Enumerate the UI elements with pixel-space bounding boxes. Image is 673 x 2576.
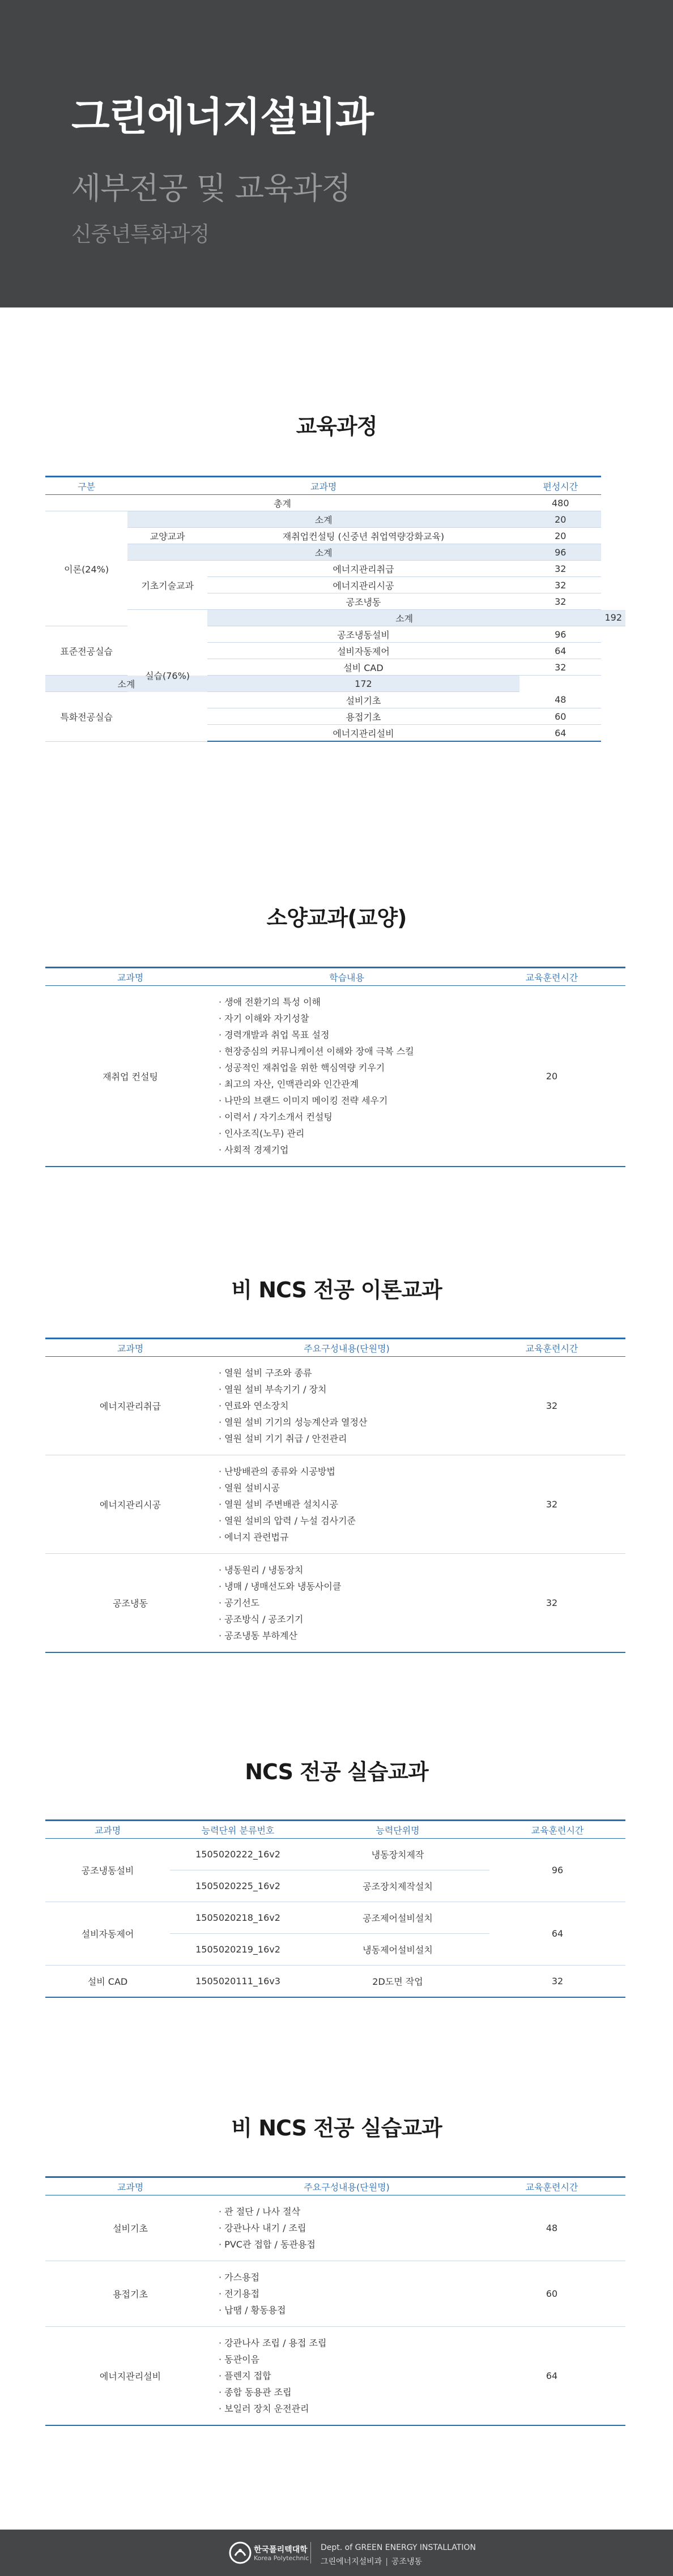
content-cell bbox=[215, 1357, 478, 1455]
subtotal-label: 소계 bbox=[207, 610, 602, 626]
header-hours: 교육훈련시간 bbox=[478, 968, 625, 986]
table-row bbox=[45, 1966, 625, 1997]
table-row bbox=[45, 1357, 625, 1455]
course-name-cell: 공조냉동 bbox=[207, 593, 519, 610]
table-row bbox=[45, 2327, 625, 2426]
course-name-cell: 설비 CAD bbox=[45, 1966, 170, 1997]
table-row bbox=[45, 544, 625, 561]
course-name-cell: 공조냉동설비 bbox=[207, 626, 519, 643]
course-name-cell: 에너지관리시공 bbox=[207, 577, 519, 593]
header-code: 능력단위 분류번호 bbox=[170, 1821, 306, 1839]
list-item: · 공기선도 bbox=[219, 1595, 475, 1611]
table-header-row bbox=[45, 1339, 625, 1357]
course-name-cell: 에너지관리설비 bbox=[45, 2327, 215, 2426]
header-course: 교과명 bbox=[127, 477, 519, 495]
list-item: · 최고의 자산, 인맥관리와 인간관계 bbox=[219, 1076, 475, 1092]
course-hours-cell: 32 bbox=[489, 1966, 625, 1997]
content-cell bbox=[215, 2195, 478, 2261]
list-item: · 사회적 경제기업 bbox=[219, 1142, 475, 1158]
list-item: · 냉동원리 / 냉동장치 bbox=[219, 1562, 475, 1578]
list-item: · 인사조직(노무) 관리 bbox=[219, 1125, 475, 1142]
header-category: 구분 bbox=[45, 477, 127, 495]
content-list bbox=[219, 2261, 475, 2326]
table-row bbox=[45, 528, 625, 544]
header-hours: 교육훈련시간 bbox=[489, 1821, 625, 1839]
course-hours-cell: 64 bbox=[489, 1902, 625, 1966]
course-hours-cell: 64 bbox=[478, 2327, 625, 2426]
table-row bbox=[45, 561, 625, 577]
liberal-title: 소양교과(교양) bbox=[266, 905, 407, 930]
course-hours-cell: 32 bbox=[478, 1455, 625, 1554]
list-item: · 종합 동용관 조립 bbox=[219, 2384, 475, 2400]
nonncs-practice-title: 비 NCS 전공 실습교과 bbox=[231, 2116, 442, 2141]
content-cell bbox=[215, 2261, 478, 2327]
course-name-cell: 설비기초 bbox=[207, 692, 519, 708]
course-name-cell: 재취업컨설팅 (신중년 취업역량강화교육) bbox=[207, 528, 519, 544]
list-item: · 열원 설비의 압력 / 누설 검사기준 bbox=[219, 1513, 475, 1529]
table-header-row bbox=[45, 1821, 625, 1839]
subtotal-hours: 20 bbox=[519, 511, 601, 528]
group-label: 특화전공실습 bbox=[45, 692, 127, 742]
logo-sub: Korea Polytechnic bbox=[254, 2554, 309, 2562]
content-list bbox=[219, 986, 475, 1166]
curriculum-table bbox=[45, 476, 625, 742]
table-row bbox=[45, 1902, 625, 1934]
content-cell bbox=[215, 1554, 478, 1653]
list-item: · 연료와 연소장치 bbox=[219, 1398, 475, 1414]
list-item: · 관 절단 / 나사 절삭 bbox=[219, 2203, 475, 2220]
page-subtitle: 세부전공 및 교육과정 bbox=[71, 170, 351, 206]
header-content: 학습내용 bbox=[215, 968, 478, 986]
list-item: · 가스용접 bbox=[219, 2269, 475, 2285]
list-item: · 성공적인 재취업을 위한 핵심역량 키우기 bbox=[219, 1060, 475, 1076]
course-hours-cell: 32 bbox=[478, 1554, 625, 1653]
footer-divider bbox=[310, 2542, 311, 2564]
course-name: 신중년특화과정 bbox=[71, 222, 210, 246]
course-hours-cell: 60 bbox=[478, 2261, 625, 2327]
list-item: · 에너지 관련법규 bbox=[219, 1529, 475, 1545]
header-course: 교과명 bbox=[45, 1821, 170, 1839]
table-header-row bbox=[45, 477, 625, 495]
code-cell: 1505020218_16v2 bbox=[170, 1902, 306, 1934]
table-row bbox=[45, 1554, 625, 1653]
content-list bbox=[219, 2195, 475, 2261]
list-item: · 이력서 / 자기소개서 컨설팅 bbox=[219, 1109, 475, 1125]
list-item: · 열원 설비시공 bbox=[219, 1480, 475, 1496]
code-cell: 1505020111_16v3 bbox=[170, 1966, 306, 1997]
list-item: · 난방배관의 종류와 시공방법 bbox=[219, 1463, 475, 1480]
course-hours-cell: 32 bbox=[478, 1357, 625, 1455]
list-item: · 열원 설비 부속기기 / 장치 bbox=[219, 1381, 475, 1398]
course-hours-cell: 32 bbox=[519, 577, 601, 593]
list-item: · 납땜 / 황동용접 bbox=[219, 2302, 475, 2318]
course-hours-cell: 20 bbox=[478, 986, 625, 1167]
table-row bbox=[45, 1455, 625, 1554]
course-name-cell: 에너지관리시공 bbox=[45, 1455, 215, 1554]
ncs-practice-table bbox=[45, 1819, 625, 1998]
content-cell bbox=[215, 2327, 478, 2426]
list-item: · 공조냉동 부하계산 bbox=[219, 1627, 475, 1644]
list-item: · 생애 전환기의 특성 이해 bbox=[219, 994, 475, 1010]
table-row bbox=[45, 511, 625, 528]
course-name-cell: 에너지관리취급 bbox=[45, 1357, 215, 1455]
course-name-cell: 설비 CAD bbox=[207, 659, 519, 676]
footer bbox=[0, 2530, 673, 2576]
list-item: · 동관이음 bbox=[219, 2351, 475, 2368]
subtotal-hours: 172 bbox=[207, 676, 519, 692]
course-name-cell: 설비기초 bbox=[45, 2195, 215, 2261]
course-name-cell: 용접기초 bbox=[45, 2261, 215, 2327]
course-name-cell: 공조냉동설비 bbox=[45, 1839, 170, 1902]
polytech-logo-icon bbox=[228, 2541, 252, 2565]
course-hours-cell: 48 bbox=[519, 692, 601, 708]
course-hours-cell: 48 bbox=[478, 2195, 625, 2261]
total-label: 총계 bbox=[45, 495, 519, 511]
hero-banner bbox=[0, 0, 673, 307]
course-hours-cell: 32 bbox=[519, 593, 601, 610]
course-name-cell: 공조냉동 bbox=[45, 1554, 215, 1653]
header-hours: 교육훈련시간 bbox=[478, 2177, 625, 2195]
course-name-cell: 에너지관리취급 bbox=[207, 561, 519, 577]
course-name-cell: 에너지관리설비 bbox=[207, 725, 519, 742]
course-hours-cell: 96 bbox=[489, 1839, 625, 1902]
subtotal-label: 소계 bbox=[127, 511, 519, 528]
table-row bbox=[45, 2195, 625, 2261]
nonncs-theory-title: 비 NCS 전공 이론교과 bbox=[231, 1278, 442, 1302]
list-item: · 열원 설비 구조와 종류 bbox=[219, 1365, 475, 1381]
header-course: 교과명 bbox=[45, 2177, 215, 2195]
table-row bbox=[45, 676, 625, 692]
header-hours: 편성시간 bbox=[519, 477, 601, 495]
course-hours-cell: 64 bbox=[519, 725, 601, 742]
header-content: 주요구성내용(단원명) bbox=[215, 1339, 478, 1357]
dept-korean bbox=[321, 2556, 422, 2567]
course-name-cell: 재취업 컨설팅 bbox=[45, 986, 215, 1167]
list-item: · PVC관 접합 / 동관용접 bbox=[219, 2236, 475, 2253]
dept-english: Dept. of GREEN ENERGY INSTALLATION bbox=[321, 2543, 476, 2552]
list-item: · 나만의 브랜드 이미지 메이킹 전략 세우기 bbox=[219, 1092, 475, 1109]
content-list bbox=[219, 1357, 475, 1455]
header-hours: 교육훈련시간 bbox=[478, 1339, 625, 1357]
code-cell: 1505020219_16v2 bbox=[170, 1934, 306, 1966]
table-header-row bbox=[45, 2177, 625, 2195]
unit-cell: 냉동장치제작 bbox=[306, 1839, 489, 1870]
list-item: · 자기 이해와 자기성찰 bbox=[219, 1010, 475, 1027]
course-hours-cell: 20 bbox=[519, 528, 601, 544]
list-item: · 보일러 장치 운전관리 bbox=[219, 2400, 475, 2417]
list-item: · 전기용접 bbox=[219, 2285, 475, 2302]
curriculum-title: 교육과정 bbox=[296, 414, 377, 439]
table-row bbox=[45, 610, 625, 626]
unit-cell: 공조제어설비설치 bbox=[306, 1902, 489, 1934]
table-row bbox=[45, 1839, 625, 1870]
group-label: 교양교과 bbox=[127, 528, 207, 544]
course-hours-cell: 32 bbox=[519, 561, 601, 577]
total-row bbox=[45, 495, 625, 511]
nonncs-theory-table bbox=[45, 1338, 625, 1653]
list-item: · 열원 설비 주변배관 설치시공 bbox=[219, 1496, 475, 1513]
course-hours-cell: 32 bbox=[519, 659, 601, 676]
list-item: · 냉매 / 냉매선도와 냉동사이클 bbox=[219, 1578, 475, 1595]
table-header-row bbox=[45, 968, 625, 986]
dept-sub: 공조냉동 bbox=[391, 2557, 423, 2566]
theory-label: 이론(24%) bbox=[45, 511, 127, 626]
code-cell: 1505020225_16v2 bbox=[170, 1870, 306, 1902]
dept-name: 그린에너지설비과 bbox=[321, 2557, 382, 2566]
group-label: 표준전공실습 bbox=[45, 626, 127, 676]
subtotal-hours: 192 bbox=[601, 610, 625, 626]
dept-separator: | bbox=[385, 2557, 388, 2566]
list-item: · 열원 설비 기기의 성능계산과 열정산 bbox=[219, 1414, 475, 1430]
unit-cell: 공조장치제작설치 bbox=[306, 1870, 489, 1902]
course-name-cell: 설비자동제어 bbox=[207, 643, 519, 659]
header-unit: 능력단위명 bbox=[306, 1821, 489, 1839]
unit-cell: 냉동제어설비설치 bbox=[306, 1934, 489, 1966]
subtotal-label: 소계 bbox=[45, 676, 207, 692]
table-row bbox=[45, 2261, 625, 2327]
nonncs-practice-table bbox=[45, 2176, 625, 2426]
list-item: · 강관나사 조립 / 용접 조립 bbox=[219, 2335, 475, 2351]
course-hours-cell: 96 bbox=[519, 626, 601, 643]
department-title: 그린에너지설비과 bbox=[71, 93, 373, 140]
course-name-cell: 용접기초 bbox=[207, 708, 519, 725]
unit-cell: 2D도면 작업 bbox=[306, 1966, 489, 1997]
course-hours-cell: 64 bbox=[519, 643, 601, 659]
header-course: 교과명 bbox=[45, 968, 215, 986]
group-label: 기초기술교과 bbox=[127, 561, 207, 610]
list-item: · 공조방식 / 공조기기 bbox=[219, 1611, 475, 1627]
list-item: · 열원 설비 기기 취급 / 안전관리 bbox=[219, 1430, 475, 1447]
list-item: · 현장중심의 커뮤니케이션 이해와 장애 극복 스킬 bbox=[219, 1043, 475, 1060]
course-name-cell: 설비자동제어 bbox=[45, 1902, 170, 1966]
content-list bbox=[219, 2327, 475, 2425]
content-list bbox=[219, 1554, 475, 1652]
table-row bbox=[45, 986, 625, 1167]
subtotal-hours: 96 bbox=[519, 544, 601, 561]
header-content: 주요구성내용(단원명) bbox=[215, 2177, 478, 2195]
code-cell: 1505020222_16v2 bbox=[170, 1839, 306, 1870]
content-list bbox=[219, 1455, 475, 1553]
header-course: 교과명 bbox=[45, 1339, 215, 1357]
logo-name: 한국폴리텍대학 bbox=[254, 2545, 308, 2554]
practice-label: 실습(76%) bbox=[127, 610, 207, 742]
list-item: · 강관나사 내기 / 조립 bbox=[219, 2220, 475, 2236]
liberal-table bbox=[45, 967, 625, 1167]
ncs-practice-title: NCS 전공 실습교과 bbox=[245, 1759, 428, 1784]
list-item: · 경력개발과 취업 목표 설정 bbox=[219, 1027, 475, 1043]
total-hours: 480 bbox=[519, 495, 601, 511]
subtotal-label: 소계 bbox=[127, 544, 519, 561]
content-cell bbox=[215, 1455, 478, 1554]
course-hours-cell: 60 bbox=[519, 708, 601, 725]
list-item: · 플렌지 접합 bbox=[219, 2368, 475, 2384]
content-cell bbox=[215, 986, 478, 1167]
